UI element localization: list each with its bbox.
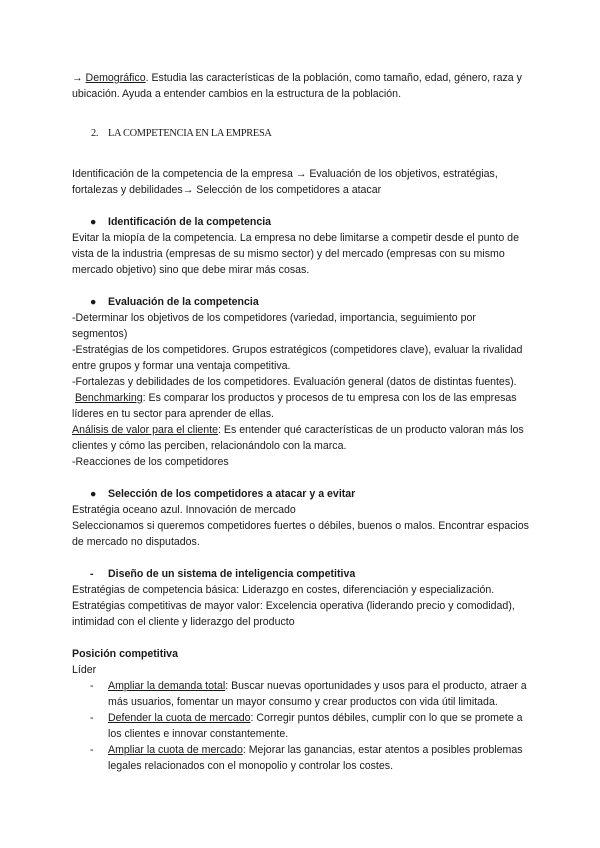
list-item-term: Ampliar la cuota de mercado xyxy=(108,744,243,756)
evaluacion-line: -Estratégias de los competidores. Grupos estratégicos (competidores clave), evaluar la rivalidad entre grupos y formar una ventaja competitiva. xyxy=(72,344,523,372)
reacciones-line: -Reacciones de los competidores xyxy=(72,456,229,468)
identificacion-text: Evitar la miopía de la competencia. La empresa no debe limitarse a competir desde el punto de vista de la industria (empresas de su mismo sector) y del mercado (empresas con su mismo mercado objetivo) sino que debe mirar más cosas. xyxy=(72,232,519,276)
seleccion-heading-text: Selección de los competidores a atacar y a evitar xyxy=(108,488,356,500)
list-item-term: Ampliar la demanda total xyxy=(108,680,226,692)
identificacion-heading xyxy=(72,214,532,230)
intro-term: Demográfico xyxy=(85,72,146,84)
identificacion-heading-text: Identificación de la competencia xyxy=(108,216,272,228)
analisis-term: Análisis de valor para el cliente xyxy=(72,424,219,436)
list-item-text: : Buscar nuevas oportunidades y usos para el producto, atraer a más usuarios, fomentar un mayor consumo y crear productos con vida útil limitada. xyxy=(108,680,527,708)
analisis-paragraph xyxy=(72,422,532,454)
bullet-icon: ● xyxy=(90,216,97,228)
dash-marker: - xyxy=(90,712,94,724)
list-item xyxy=(72,710,532,742)
posicion-heading: Posición competitiva xyxy=(72,648,178,660)
list-item xyxy=(72,742,532,774)
seleccion-line: Estratégia oceano azul. Innovación de mercado xyxy=(72,504,296,516)
list-item-term: Defender la cuota de mercado xyxy=(108,712,251,724)
intro-paragraph xyxy=(72,70,532,102)
evaluacion-heading-text: Evaluación de la competencia xyxy=(108,296,259,308)
dash-marker: - xyxy=(90,680,94,692)
diseno-line: Estratégias de competencia básica: Liderazgo en costes, diferenciación y especialización. xyxy=(72,584,495,596)
diseno-heading-text: Diseño de un sistema de inteligencia competitiva xyxy=(108,568,356,580)
document-page xyxy=(72,70,532,774)
diseno-heading xyxy=(72,566,532,582)
arrow-symbol: → xyxy=(72,72,83,84)
evaluacion-line: -Determinar los objetivos de los competidores (variedad, importancia, seguimiento por segmentos) xyxy=(72,312,476,340)
list-item-text: : Corregir puntos débiles, cumplir con lo que se promete a los clientes e innovar constantemente. xyxy=(108,712,523,740)
section-heading xyxy=(91,126,532,142)
bullet-icon: ● xyxy=(90,488,97,500)
seleccion-heading xyxy=(72,486,532,502)
section-number: 2. xyxy=(91,128,99,139)
dash-marker: - xyxy=(90,568,94,580)
benchmarking-text: : Es comparar los productos y procesos de tu empresa con los de las empresas líderes en tu sector para aprender de ellas. xyxy=(72,392,517,420)
evaluacion-line: -Fortalezas y debilidades de los competidores. Evaluación general (datos de distintas fuentes). xyxy=(72,376,517,388)
benchmarking-paragraph xyxy=(72,390,532,422)
bullet-icon: ● xyxy=(90,296,97,308)
dash-marker: - xyxy=(90,744,94,756)
section-title: LA COMPETENCIA EN LA EMPRESA xyxy=(108,128,272,139)
evaluacion-heading xyxy=(72,294,532,310)
diseno-line: Estratégias competitivas de mayor valor: Excelencia operativa (liderando precio y comodidad), intimidad con el cliente y liderazgo del producto xyxy=(72,600,515,628)
seleccion-line: Seleccionamos si queremos competidores fuertes o débiles, buenos o malos. Encontrar espacios de mercado no disputados. xyxy=(72,520,529,548)
overview-paragraph: Identificación de la competencia de la empresa → Evaluación de los objetivos, estratégias, fortalezas y debilidades→ Selección de los competidores a atacar xyxy=(72,168,498,196)
posicion-subheading: Líder xyxy=(72,664,97,676)
intro-text: . Estudia las características de la población, como tamaño, edad, género, raza y ubicación. Ayuda a entender cambios en la estructura de la población. xyxy=(72,72,522,100)
list-item xyxy=(72,678,532,710)
benchmarking-term: Benchmarking xyxy=(74,392,143,404)
analisis-text: : Es entender qué características de un producto valoran más los clientes y cómo las perciben, relacionándolo con la marca. xyxy=(72,424,524,452)
list-item-text: : Mejorar las ganancias, estar atentos a posibles problemas legales relacionados con el monopolio y controlar los costes. xyxy=(108,744,523,772)
